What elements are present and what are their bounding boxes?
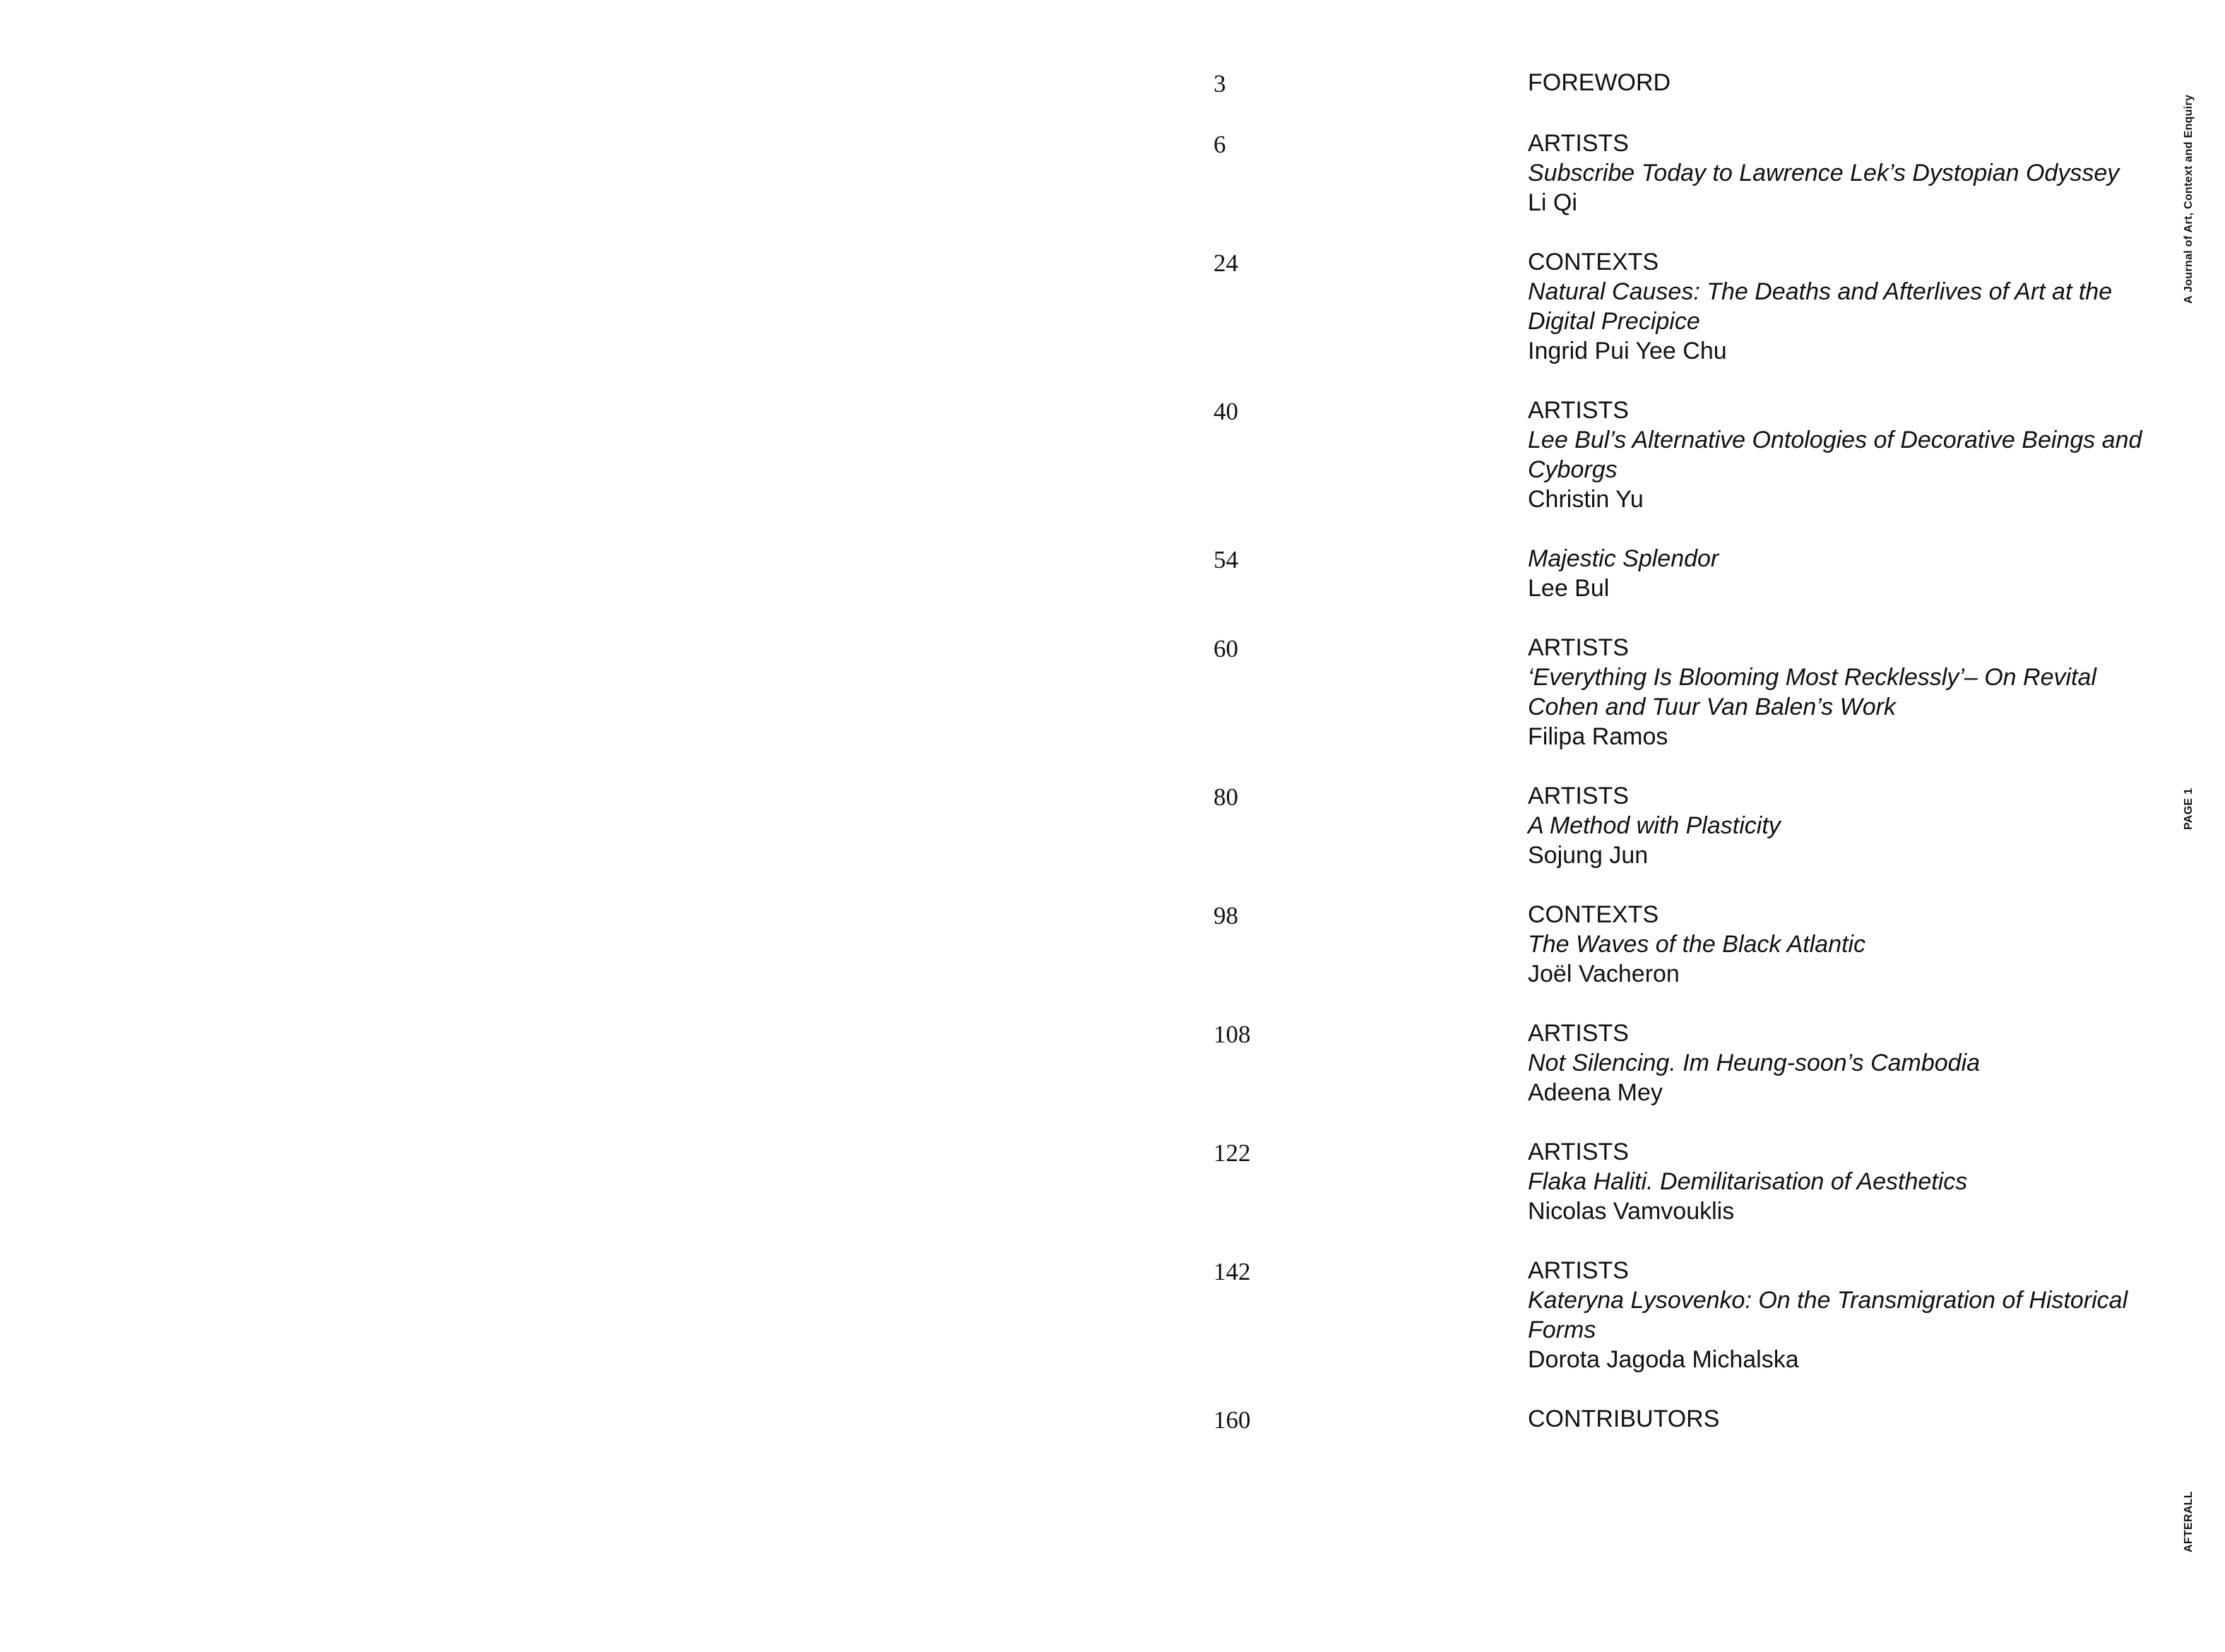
- article-author: Sojung Jun: [1528, 842, 1649, 869]
- entry-body: [1528, 1018, 2153, 1107]
- article-author: Joël Vacheron: [1528, 961, 1680, 987]
- section-label: ARTISTS: [1528, 1139, 1629, 1165]
- toc-entry[interactable]: [1214, 544, 2153, 603]
- section-label: CONTEXTS: [1528, 901, 1659, 928]
- toc-entry[interactable]: [1214, 1404, 2153, 1435]
- article-title: Natural Causes: The Deaths and Afterlives of Art at the Digital Precipice: [1528, 278, 2113, 335]
- page-number: 98: [1214, 902, 1238, 929]
- article-author: Ingrid Pui Yee Chu: [1528, 338, 1727, 364]
- article-title: ‘Everything Is Blooming Most Recklessly’– On Revital Cohen and Tuur Van Balen’s Work: [1528, 664, 2096, 720]
- toc-entry[interactable]: [1214, 129, 2153, 218]
- article-title: Majestic Splendor: [1528, 545, 1719, 572]
- article-title: A Method with Plasticity: [1528, 812, 1781, 839]
- journal-tagline: A Journal of Art, Context and Enquiry: [2183, 94, 2195, 304]
- toc-entry[interactable]: [1214, 633, 2153, 751]
- entry-body: [1528, 633, 2153, 751]
- page-number: 54: [1214, 546, 1238, 574]
- section-label: ARTISTS: [1528, 783, 1629, 809]
- toc-entry[interactable]: [1214, 1256, 2153, 1374]
- section-label: CONTRIBUTORS: [1528, 1406, 1720, 1432]
- article-author: Christin Yu: [1528, 486, 1644, 513]
- entry-body: [1528, 544, 2153, 603]
- page-number: 24: [1214, 249, 1238, 277]
- page-number: 6: [1214, 131, 1226, 158]
- toc-entry[interactable]: [1214, 68, 2153, 99]
- page-number: 40: [1214, 398, 1238, 425]
- entry-body: [1528, 247, 2153, 366]
- page-number: 160: [1214, 1406, 1251, 1434]
- entry-body: [1528, 396, 2153, 514]
- toc-entry[interactable]: [1214, 781, 2153, 870]
- page-label: PAGE 1: [2183, 788, 2195, 830]
- article-title: The Waves of the Black Atlantic: [1528, 931, 1866, 958]
- article-title: Subscribe Today to Lawrence Lek’s Dystopian Odyssey: [1528, 160, 2120, 186]
- article-author: Dorota Jagoda Michalska: [1528, 1346, 1799, 1373]
- brand-name: AFTERALL: [2183, 1491, 2195, 1552]
- section-label: ARTISTS: [1528, 397, 1629, 424]
- entry-body: [1528, 68, 2153, 97]
- section-label: ARTISTS: [1528, 1257, 1629, 1284]
- entry-body: [1528, 781, 2153, 870]
- article-author: Filipa Ramos: [1528, 723, 1668, 750]
- toc-entry[interactable]: [1214, 900, 2153, 989]
- page-number: 3: [1214, 70, 1226, 97]
- article-title: Kateryna Lysovenko: On the Transmigration of Historical Forms: [1528, 1287, 2128, 1343]
- page-number: 122: [1214, 1139, 1251, 1167]
- toc-entry[interactable]: [1214, 1137, 2153, 1226]
- section-label: ARTISTS: [1528, 130, 1629, 157]
- article-title: Lee Bul’s Alternative Ontologies of Decorative Beings and Cyborgs: [1528, 427, 2142, 483]
- article-author: Adeena Mey: [1528, 1079, 1663, 1106]
- page-number: 142: [1214, 1258, 1251, 1285]
- article-author: Nicolas Vamvouklis: [1528, 1198, 1735, 1225]
- article-title: Not Silencing. Im Heung-soon’s Cambodia: [1528, 1050, 1981, 1076]
- page-number: 80: [1214, 783, 1238, 811]
- section-label: ARTISTS: [1528, 1020, 1629, 1047]
- toc-entry[interactable]: [1214, 396, 2153, 514]
- entry-body: [1528, 900, 2153, 989]
- toc-entry[interactable]: [1214, 1018, 2153, 1107]
- section-label: CONTEXTS: [1528, 249, 1659, 275]
- section-label: FOREWORD: [1528, 69, 1671, 96]
- page-number: 108: [1214, 1021, 1251, 1048]
- entry-body: [1528, 129, 2153, 218]
- page-number: 60: [1214, 635, 1238, 662]
- entry-body: [1528, 1404, 2153, 1434]
- table-of-contents: [1214, 68, 2153, 1465]
- article-title: Flaka Haliti. Demilitarisation of Aesthetics: [1528, 1168, 1968, 1195]
- entry-body: [1528, 1137, 2153, 1226]
- article-author: Lee Bul: [1528, 575, 1610, 602]
- article-author: Li Qi: [1528, 189, 1577, 216]
- section-label: ARTISTS: [1528, 634, 1629, 661]
- entry-body: [1528, 1256, 2153, 1374]
- toc-entry[interactable]: [1214, 247, 2153, 366]
